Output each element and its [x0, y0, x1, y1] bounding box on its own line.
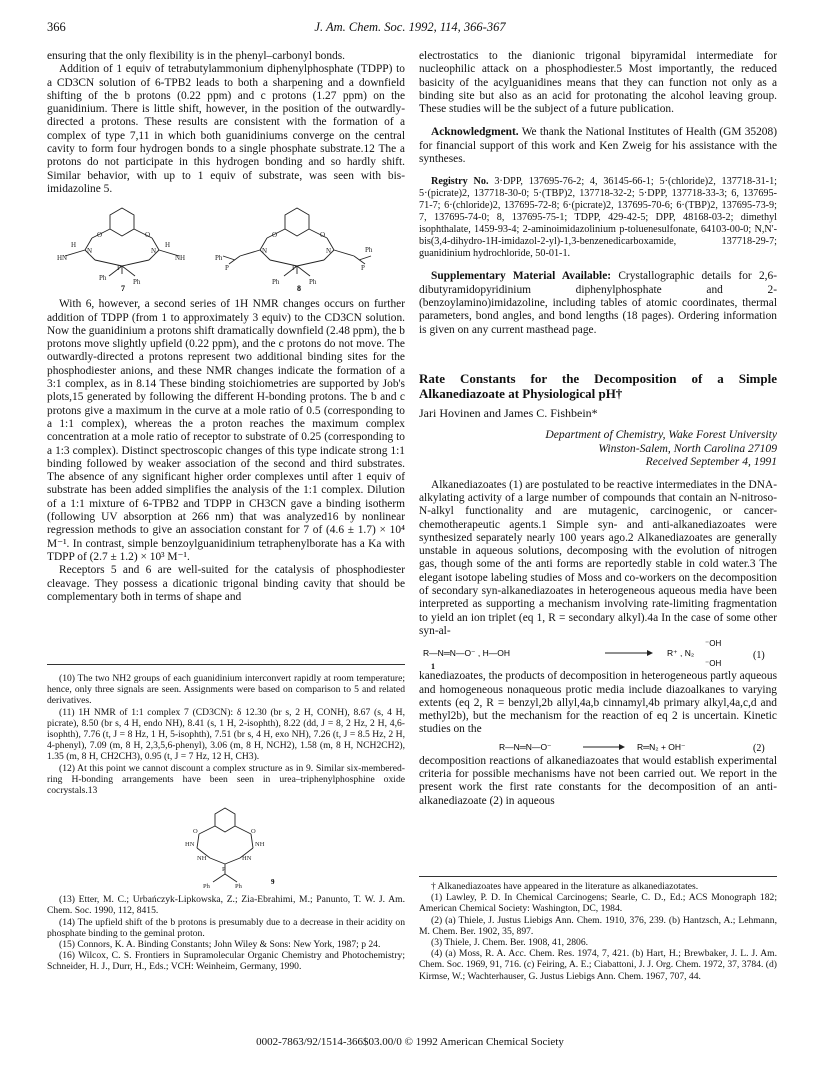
footnote-13: (13) Etter, M. C.; Urbańczyk-Lipkowska, Z.; Zia-Ebrahimi, M.; Panunto, T. W. J. Am. Chem. Soc. 1990, 112, 8415.: [47, 894, 405, 917]
svg-text:P: P: [361, 264, 365, 273]
svg-text:P: P: [225, 264, 229, 273]
supplementary-material: [419, 270, 777, 336]
right-footnotes: [419, 876, 777, 982]
svg-text:HN: HN: [57, 254, 68, 263]
equation-1-drawing: [419, 638, 777, 670]
page-footer: 0002-7863/92/1514-366$03.00/0 © 1992 American Chemical Society: [256, 1036, 564, 1048]
svg-text:N: N: [326, 247, 332, 256]
structures-7-8-drawing: [47, 200, 405, 292]
authors: Jari Hovinen and James C. Fishbein*: [419, 405, 598, 420]
eq1-lhs: R—N═N—O⁻ , H—OH: [423, 648, 511, 659]
struct-8-label: 8: [297, 284, 301, 293]
svg-text:Ph: Ph: [215, 254, 223, 263]
ack-label: Acknowledgment.: [431, 126, 519, 139]
structure-9: [47, 802, 405, 888]
running-header: [0, 20, 820, 40]
affiliation-line-2: Winston-Salem, North Carolina 27109: [598, 441, 777, 455]
svg-text:P: P: [292, 264, 296, 273]
svg-text:NH: NH: [175, 254, 186, 263]
svg-text:Ph: Ph: [235, 883, 242, 889]
equation-1: [419, 638, 777, 670]
struct-7-label: 7: [121, 284, 125, 293]
structure-9-drawing: [47, 802, 405, 888]
svg-text:P: P: [117, 264, 121, 273]
svg-text:O: O: [320, 231, 326, 240]
svg-text:O: O: [251, 828, 256, 836]
footnote-10: (10) The two NH2 groups of each guanidinium interconvert rapidly at room temperature; hence, only three signals are seen. Assignments were based on comparison to 5 and related derivatives.: [47, 673, 405, 707]
svg-text:O: O: [193, 828, 198, 836]
equation-2: [419, 737, 777, 755]
footnote-15: (15) Connors, K. A. Binding Constants; John Wiley & Sons: New York, 1987; p 24.: [59, 939, 381, 951]
ack-text: We thank the National Institutes of Health (GM 35208) for financial support of this work and Ken Zweig for his assistance with the syntheses.: [419, 126, 777, 166]
svg-text:O: O: [272, 231, 278, 240]
eq2-number: (2): [753, 742, 765, 754]
footnote-14: (14) The upfield shift of the b protons is presumably due to a decrease in their acidity on phosphate binding to the geminal proton.: [47, 916, 405, 939]
registry-label: Registry No.: [431, 176, 489, 188]
svg-text:HN: HN: [242, 855, 252, 863]
left-footnotes: [47, 664, 405, 973]
struct-9-label: 9: [271, 878, 275, 887]
affiliation-line-1: Department of Chemistry, Wake Forest University: [545, 428, 777, 442]
eq1-oh-bottom: ⁻OH: [705, 659, 722, 669]
registry-text: 3·DPP, 137695-76-2; 4, 36145-66-1; 5·(chloride)2, 137718-31-1; 5·(picrate)2, 137718-30-0; 5·(TBP)2, 137718-32-2; 5·DPP, 137718-33-3; 6, 137695-71-7; 6·(chloride)2, 137695-72-8; 6·(picrate)2, 137695-70-6; 6·(TBP)2, 137695-73-9; 7, 137695-74-0; 8, 137695-75-1; TDPP, 429-42-5; DPP, 48168-03-2; dimethyl isophthalate, 1459-93-4; 2-aminoimidazolinium p-toluenesulfonate, 64103-00-0; N,N'-bis(3,4-dihydro-1H-imidazol-2-yl)-1,3-benzenedicarboxamide, 137718-29-7; guanidinium hydrochloride, 50-01-1.: [419, 176, 777, 260]
eq2-lhs: R—N═N—O⁻: [499, 741, 552, 752]
eq1-number: (1): [753, 650, 765, 662]
right-paragraph-1: electrostatics to the dianionic trigonal bipyramidal intermediate for nucleophilic attack on a phosphodiester.5 Most importantly, the reduced basicity of the acylguanidines means that they can function not only as a binding site but also as an acid for protonating the alcohol leaving group. These studies will be the subject of a future publication.: [419, 50, 777, 116]
eq1-oh-top: ⁻OH: [705, 639, 722, 649]
svg-text:HN: HN: [185, 841, 195, 849]
svg-text:N: N: [87, 247, 93, 256]
svg-text:N: N: [262, 247, 268, 256]
right-paragraph-3: kanediazoates, the products of decomposition in heterogeneous partly aqueous and homogeneous nonaqueous protic media include diazoalkanes to varying extents (eq 2, R = benzyl,2b allyl,4a,b cinnamyl,4b primary alkyl,4a,c,d and methyl2b), but the mechanism for the reaction of eq 2 is uncertain. Kinetic studies on the: [419, 670, 777, 736]
page-number: 366: [47, 20, 66, 34]
received-date: Received September 4, 1991: [645, 455, 777, 469]
footnote-3: (3) Thiele, J. Chem. Ber. 1908, 41, 2806.: [431, 937, 589, 949]
article-title: Rate Constants for the Decomposition of a Simple Alkanediazoate at Physiological pH†: [419, 370, 777, 401]
footnote-11: (11) 1H NMR of 1:1 complex 7 (CD3CN): δ 12.30 (br s, 2 H, CONH), 8.67 (s, 4 H, picrate), 8.50 (br s, 4 H, endo NH), 8.41 (s, 1 H, 2-isophth), 8.22 (dd, J = 8, 2 Hz, 2 H, 4,6-isophth), 7.76 (t, J = 8 Hz, 1 H, 5-isophth), 7.51 (br s, 4 H, exo NH), 7.26 (t, J = 8.5 Hz, 2 H, 4-phenyl), 7.09 (m, 8 H, 2,3,5,6-phenyl), 3.06 (m, 8 H, NCH2), 1.58 (m, 8 H, NCH2CH2), 1.35 (m, 8 H, CH2CH3), 0.95 (t, J = 7 Hz, 12 H, CH3).: [47, 706, 405, 763]
footnote-1: (1) Lawley, P. D. In Chemical Carcinogens; Searle, C. D., Ed.; ACS Monograph 182; American Chemical Society: Washington, DC, 1984.: [419, 892, 777, 915]
structures-7-8: [47, 200, 405, 292]
footnote-rule: [47, 664, 405, 665]
svg-text:NH: NH: [255, 841, 265, 849]
supp-text: Crystallographic details for 2,6-dibutyramidopyridinium diphenylphosphate and 2-(benzoylamino)imidazoline, including tables of atomic coordinates, thermal parameters, bond angles, and bond lengths (18 pages). Ordering information is given on any current masthead page.: [419, 270, 778, 336]
svg-text:Ph: Ph: [272, 278, 280, 287]
footnote-dagger: † Alkanediazoates have appeared in the literature as alkanediazotates.: [431, 881, 699, 892]
svg-text:O: O: [97, 231, 103, 240]
right-paragraph-4: decomposition reactions of alkanediazoates that would establish experimental criteria for possible mechanisms have not been carried out. We report in the present work the first rate constants for the decomposition of an anti-alkanediazoate (2) in aqueous: [419, 754, 777, 807]
svg-text:H: H: [165, 241, 171, 250]
svg-text:Ph: Ph: [365, 246, 373, 255]
footnote-16: (16) Wilcox, C. S. Frontiers in Supramolecular Organic Chemistry and Photochemistry; Schneider, H. J., Durr, H., Eds.; VCH: Weinheim, Germany, 1990.: [47, 950, 405, 973]
svg-text:Ph: Ph: [203, 883, 210, 889]
supp-label: Supplementary Material Available:: [431, 270, 612, 283]
left-paragraph-3: With 6, however, a second series of 1H NMR changes occurs on further addition of TDPP (from 1 to approximately 3 equiv) to the CD3CN solution. Now the guanidinium a protons shift dramatically downfield (2.48 ppm), the b protons move slightly upfield (0.22 ppm), and the c protons do not move. The outwardly-directed a protons represent two additional binding sites for the phosphodiester anions, and these NMR changes indicate the formation of a 3:1 complex, as in 8.14 These binding stoichiometries are supported by Job's plots,15 generated by following the different H-bonding protons. The b and c protons give a maximum in the curve at a mole ratio of 0.5 (corresponding to a 1:1 complex), whereas the a proton reaches the maximum complex concentration at a mole ratio of receptor to substrate of 0.25 (corresponding to a 1:3 complex). Distinct spectroscopic changes of this type indicate strong 1:1 binding followed by weaker association of the second and third substrates. The absence of any significant higher order complexes until after 1 equiv of substrate has been added simplifies the analysis of the 1:1 complex. Dilution of a 1:1 mixture of 6-TPB2 and TDPP in CH3CN gave a binding isotherm (following UV absorption at 266 nm) that was analyzed16 by nonlinear regression methods to give an association constant for 7 of (4.6 ± 1.7) × 10⁴ M⁻¹. In contrast, simple benzoylguanidinium tetraphenylborate has a Ka with TDPP of (2.7 ± 1.2) × 10³ M⁻¹.: [47, 298, 405, 563]
affiliation: [419, 428, 777, 469]
acknowledgment: [419, 126, 777, 166]
svg-text:Ph: Ph: [99, 274, 107, 283]
left-paragraph-1: ensuring that the only flexibility is in the phenyl–carbonyl bonds.: [47, 50, 346, 62]
left-paragraph-4: Receptors 5 and 6 are well-suited for the catalysis of phosphodiester cleavage. They possess a dicationic trigonal binding cavity that should be complementary both in terms of shape and: [47, 564, 405, 603]
svg-text:Ph: Ph: [133, 278, 141, 287]
svg-text:NH: NH: [197, 855, 207, 863]
right-paragraph-2: Alkanediazoates (1) are postulated to be reactive intermediates in the DNA-alkylating activity of a large number of compounds that contain an N-nitroso-N-alkyl functionality and are mutagenic, carcinogenic, or cancer-chemotherapeutic agents.1 Simple syn- and anti-alkanediazoates were synthesized separately nearly 100 years ago.2 Alkanediazoates are generally unstable in aqueous solutions, decomposing with the evolution of nitrogen gas, though some of the anti forms are reportedly stable in cold water.3 The elegant isotope labeling studies of Moss and co-workers on the decomposition of secondary syn-alkanediazoates in heterogeneous aqueous media have been interpreted as supporting a mechanism involving rate-limiting fragmentation to yield an ion triplet (eq 1, R = secondary alkyl).4a In the case of some other syn-al-: [419, 478, 778, 637]
left-column: [47, 50, 405, 604]
svg-text:P: P: [222, 866, 226, 874]
left-paragraph-2: Addition of 1 equiv of tetrabutylammonium diphenylphosphate (TDPP) to a CD3CN solution of 6-TPB2 leads to both a sharpening and a downfield shifting of the b protons (0.22 ppm) and c protons (1.27 ppm) on the guanidinium. There is little shift, however, in the position of the outwardly-directed a protons. These results are consistent with the formation of a complex of type 7,11 in which both guanidiniums converge on the central cavity to form four hydrogen bonds to a single phosphate substrate.12 The a protons do not participate in this hydrogen bonding and so hardly shift. Similar behavior, with up to 1 equiv of substrate, was seen with bis-imidazoline 5.: [47, 63, 405, 195]
footnote-4: (4) (a) Moss, R. A. Acc. Chem. Res. 1974, 7, 421. (b) Hart, H.; Brewbaker, J. L. J. Am. Chem. Soc. 1969, 91, 716. (c) Feiring, A. E.; Ciabattoni, J. J. Org. Chem. 1972, 37, 3784. (d) Kirmse, W.; Wachterhauser, G. Justus Liebigs Ann. Chem. 1967, 707, 44.: [419, 948, 777, 982]
eq2-rhs: R═N₂ + OH⁻: [637, 741, 686, 752]
registry-numbers: [419, 176, 777, 260]
footnote-12: (12) At this point we cannot discount a complex structure as in 9. Similar six-membered-ring H-bonding arrangements have been seen in urea–triphenylphosphine oxide cocrystals.13: [47, 762, 405, 797]
footnote-2: (2) (a) Thiele, J. Justus Liebigs Ann. Chem. 1910, 376, 239. (b) Hantzsch, A.; Lehmann, M. Chem. Ber. 1902, 35, 897.: [419, 914, 777, 937]
eq1-compound-label: 1: [431, 662, 435, 671]
equation-2-drawing: [419, 737, 777, 755]
right-footnote-rule: [419, 876, 777, 877]
eq1-rhs: R⁺ , N₂: [667, 648, 695, 659]
journal-citation: J. Am. Chem. Soc. 1992, 114, 366-367: [314, 20, 506, 34]
right-column: [419, 50, 777, 808]
svg-text:H: H: [71, 241, 77, 250]
svg-text:O: O: [145, 231, 151, 240]
svg-text:N: N: [151, 247, 157, 256]
svg-text:Ph: Ph: [309, 278, 317, 287]
